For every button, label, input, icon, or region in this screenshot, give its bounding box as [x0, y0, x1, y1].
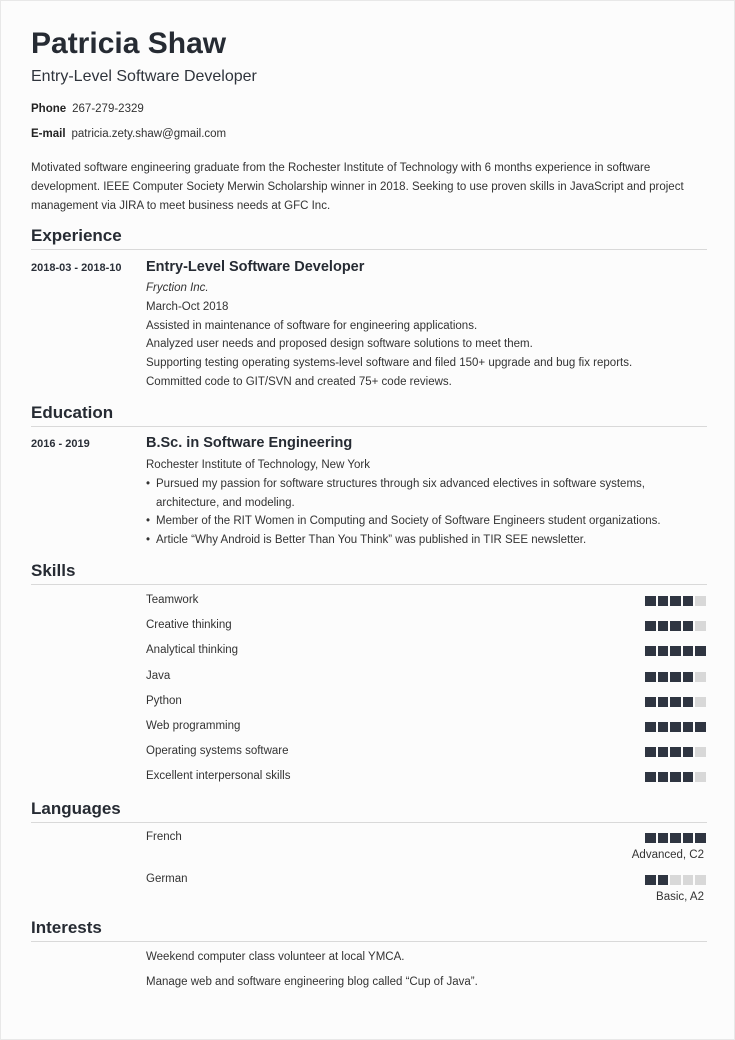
- rating-square-filled: [658, 772, 669, 782]
- rating-square-filled: [658, 722, 669, 732]
- rating-square-filled: [695, 833, 706, 843]
- bullet-marker: •: [146, 478, 151, 490]
- rating-square-filled: [670, 672, 681, 682]
- rating-square-empty: [695, 747, 706, 757]
- education-heading: Education: [31, 403, 707, 427]
- company-name: Fryction Inc.: [146, 282, 209, 294]
- rating-bar: [645, 646, 706, 656]
- duty-item: Supporting testing operating systems-level software and filed 150+ upgrade and bug fix reports.: [146, 357, 633, 369]
- rating-square-filled: [645, 875, 656, 885]
- skill-name: Excellent interpersonal skills: [146, 770, 291, 783]
- rating-bar: [645, 875, 706, 885]
- rating-square-filled: [683, 596, 694, 606]
- rating-square-filled: [683, 747, 694, 757]
- skill-name: Teamwork: [146, 594, 199, 606]
- skill-name: Analytical thinking: [146, 644, 239, 657]
- rating-square-filled: [670, 596, 681, 606]
- rating-bar: [645, 772, 706, 782]
- education-bullet: [146, 512, 706, 531]
- bullet-text: Pursued my passion for software structures through six advanced electives in software systems, architecture, and modeling.: [156, 478, 645, 509]
- rating-square-filled: [670, 646, 681, 656]
- degree-title: B.Sc. in Software Engineering: [146, 435, 353, 451]
- rating-square-filled: [658, 833, 669, 843]
- rating-square-filled: [645, 747, 656, 757]
- duty-item: Committed code to GIT/SVN and created 75+ code reviews.: [146, 376, 452, 388]
- rating-square-filled: [658, 697, 669, 707]
- duty-item: Assisted in maintenance of software for engineering applications.: [146, 320, 478, 332]
- email-row: [31, 128, 226, 140]
- rating-bar: [645, 596, 706, 606]
- language-name: French: [146, 831, 182, 843]
- rating-square-filled: [645, 722, 656, 732]
- rating-square-filled: [683, 621, 694, 631]
- email-label: E-mail: [31, 128, 66, 140]
- languages-heading: Languages: [31, 799, 707, 823]
- education-bullet: [146, 531, 706, 550]
- rating-square-filled: [645, 621, 656, 631]
- rating-square-filled: [683, 672, 694, 682]
- rating-square-filled: [658, 875, 669, 885]
- job-period: March-Oct 2018: [146, 301, 229, 313]
- rating-square-empty: [695, 621, 706, 631]
- rating-bar: [645, 722, 706, 732]
- rating-square-empty: [695, 672, 706, 682]
- skill-name: Operating systems software: [146, 745, 289, 758]
- education-bullet: [146, 475, 706, 512]
- interests-heading: Interests: [31, 918, 707, 942]
- rating-square-filled: [645, 833, 656, 843]
- rating-square-filled: [645, 697, 656, 707]
- rating-square-filled: [695, 646, 706, 656]
- candidate-name: Patricia Shaw: [31, 27, 227, 60]
- rating-square-filled: [658, 646, 669, 656]
- bullet-text: Member of the RIT Women in Computing and Society of Software Engineers student organizations.: [156, 515, 661, 527]
- skill-name: Python: [146, 694, 182, 707]
- experience-heading: Experience: [31, 226, 707, 250]
- rating-square-filled: [683, 772, 694, 782]
- language-level: Basic, A2: [656, 891, 704, 903]
- rating-square-filled: [670, 747, 681, 757]
- phone-value: 267-279-2329: [72, 103, 144, 115]
- rating-square-filled: [683, 697, 694, 707]
- language-level: Advanced, C2: [631, 849, 704, 861]
- interest-item: Weekend computer class volunteer at local YMCA.: [146, 951, 405, 963]
- rating-bar: [645, 672, 706, 682]
- rating-square-empty: [695, 875, 706, 885]
- rating-square-filled: [670, 772, 681, 782]
- job-title: Entry-Level Software Developer: [146, 259, 365, 275]
- rating-square-filled: [670, 722, 681, 732]
- rating-bar: [645, 747, 706, 757]
- rating-square-empty: [695, 697, 706, 707]
- rating-square-filled: [658, 621, 669, 631]
- experience-dates: 2018-03 - 2018-10: [31, 262, 122, 274]
- bullet-marker: •: [146, 515, 151, 527]
- rating-square-filled: [645, 772, 656, 782]
- phone-label: Phone: [31, 103, 67, 115]
- profile-summary: Motivated software engineering graduate from the Rochester Institute of Technology with 6 months experience in software development. IEEE Computer Society Merwin Scholarship winner in 2018. Seeking to use proven skills in JavaScript and project management via JIRA to meet business needs at GFC Inc.: [31, 162, 684, 212]
- rating-square-empty: [695, 772, 706, 782]
- interest-item: Manage web and software engineering blog called “Cup of Java”.: [146, 976, 478, 988]
- duty-item: Analyzed user needs and proposed design software solutions to meet them.: [146, 338, 533, 350]
- bullet-marker: •: [146, 534, 151, 546]
- bullet-text: Article “Why Android is Better Than You Think” was published in TIR SEE newsletter.: [156, 534, 587, 546]
- rating-square-filled: [670, 621, 681, 631]
- education-dates: 2016 - 2019: [31, 438, 90, 450]
- rating-square-empty: [683, 875, 694, 885]
- email-value: patricia.zety.shaw@gmail.com: [71, 128, 227, 140]
- rating-square-empty: [670, 875, 681, 885]
- rating-square-filled: [683, 646, 694, 656]
- rating-square-filled: [658, 747, 669, 757]
- skill-name: Creative thinking: [146, 619, 232, 632]
- rating-square-filled: [683, 833, 694, 843]
- skill-name: Web programming: [146, 720, 241, 732]
- candidate-title: Entry-Level Software Developer: [31, 68, 257, 85]
- rating-bar: [645, 833, 706, 843]
- rating-square-filled: [645, 596, 656, 606]
- rating-square-empty: [695, 596, 706, 606]
- rating-square-filled: [670, 697, 681, 707]
- phone-row: [31, 103, 144, 115]
- rating-bar: [645, 697, 706, 707]
- rating-square-filled: [658, 672, 669, 682]
- rating-square-filled: [670, 833, 681, 843]
- language-name: German: [146, 873, 188, 885]
- skill-name: Java: [146, 669, 171, 682]
- rating-square-filled: [695, 722, 706, 732]
- rating-square-filled: [658, 596, 669, 606]
- rating-square-filled: [683, 722, 694, 732]
- skills-heading: Skills: [31, 561, 707, 585]
- school-name: Rochester Institute of Technology, New York: [146, 459, 370, 471]
- rating-bar: [645, 621, 706, 631]
- rating-square-filled: [645, 646, 656, 656]
- rating-square-filled: [645, 672, 656, 682]
